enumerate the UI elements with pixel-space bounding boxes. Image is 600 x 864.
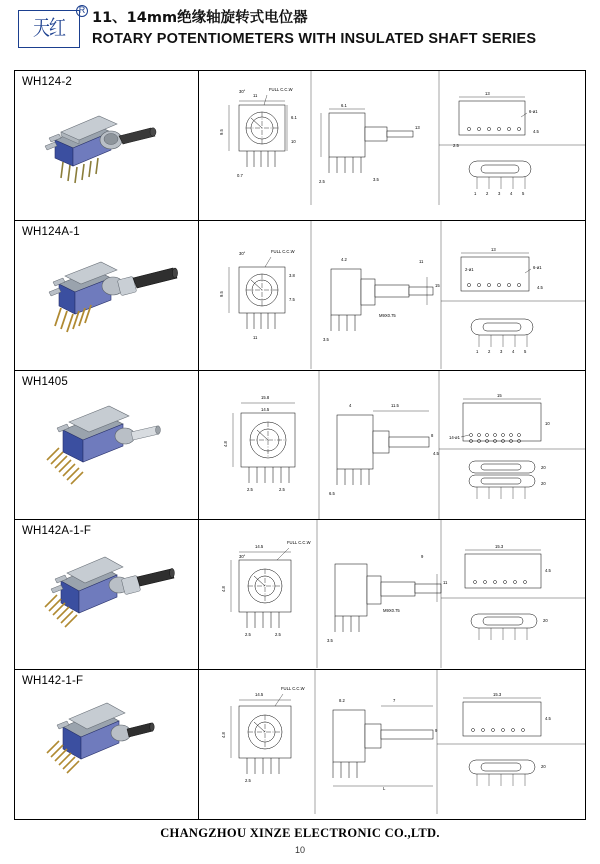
- svg-text:30°: 30°: [239, 250, 246, 256]
- svg-text:4.2: 4.2: [341, 256, 347, 262]
- svg-text:7: 7: [393, 698, 396, 704]
- svg-text:30°: 30°: [239, 554, 246, 560]
- svg-text:5: 5: [522, 191, 525, 196]
- svg-text:15.3: 15.3: [493, 692, 502, 698]
- svg-text:30°: 30°: [239, 89, 246, 94]
- table-row: [15, 221, 585, 371]
- svg-text:9: 9: [435, 728, 438, 734]
- svg-text:6.5: 6.5: [329, 490, 335, 496]
- dimension-drawing-cell: [199, 520, 585, 669]
- registered-trademark-icon: R: [76, 5, 88, 17]
- svg-text:8: 8: [431, 432, 434, 438]
- svg-text:L: L: [383, 786, 386, 792]
- svg-text:4: 4: [512, 348, 515, 354]
- svg-text:15.8: 15.8: [261, 394, 270, 400]
- svg-text:3.5: 3.5: [327, 638, 333, 644]
- product-photo-cell: [15, 520, 199, 669]
- svg-text:13: 13: [491, 246, 496, 252]
- page-footer: [0, 826, 600, 855]
- technical-drawing: [199, 371, 585, 519]
- svg-text:15: 15: [435, 282, 440, 288]
- technical-drawing: [199, 670, 585, 814]
- svg-text:11: 11: [443, 580, 448, 586]
- svg-text:9.5: 9.5: [219, 129, 224, 135]
- svg-text:14.5: 14.5: [255, 544, 264, 550]
- table-row: [15, 520, 585, 670]
- svg-text:2: 2: [488, 348, 491, 354]
- svg-text:2.5: 2.5: [279, 486, 285, 492]
- svg-text:4.5: 4.5: [545, 716, 551, 722]
- svg-text:9: 9: [421, 554, 424, 560]
- dimension-drawing-cell: [199, 371, 585, 520]
- product-photo-cell: [15, 670, 199, 819]
- photo-area: [15, 238, 198, 370]
- technical-drawing: [199, 520, 585, 668]
- svg-text:3: 3: [498, 191, 501, 196]
- svg-text:11: 11: [253, 93, 258, 98]
- photo-area: [15, 687, 198, 819]
- svg-text:FULL C.C.W: FULL C.C.W: [287, 540, 311, 546]
- logo-text: 天红: [33, 15, 65, 41]
- svg-text:11: 11: [419, 258, 424, 264]
- technical-drawing: [199, 221, 585, 369]
- svg-text:20: 20: [541, 764, 546, 770]
- photo-area: [15, 537, 198, 669]
- table-row: [15, 371, 585, 521]
- svg-text:M9X0.75: M9X0.75: [379, 312, 396, 318]
- technical-drawing: [199, 71, 585, 205]
- svg-text:14-ø1: 14-ø1: [449, 434, 460, 440]
- svg-text:15: 15: [497, 392, 502, 398]
- svg-text:2.5: 2.5: [245, 632, 251, 638]
- product-photo-cell: [15, 71, 199, 220]
- dimension-drawing-cell: [199, 221, 585, 370]
- svg-text:2.5: 2.5: [245, 778, 251, 784]
- company-logo: [18, 5, 86, 48]
- svg-text:6-ø1: 6-ø1: [529, 109, 538, 114]
- svg-text:3.5: 3.5: [373, 177, 379, 182]
- svg-text:1: 1: [474, 191, 477, 196]
- svg-text:14.5: 14.5: [255, 692, 264, 698]
- svg-text:6-ø1: 6-ø1: [533, 264, 542, 270]
- table-row: [15, 71, 585, 221]
- dimension-drawing-cell: [199, 71, 585, 220]
- svg-text:3.5: 3.5: [323, 336, 329, 342]
- svg-text:20: 20: [541, 464, 546, 470]
- product-photo-cell: [15, 371, 199, 520]
- page-title-en: ROTARY POTENTIOMETERS WITH INSULATED SHAFT SERIES: [92, 31, 537, 47]
- header-titles: [92, 6, 536, 49]
- potentiometer-photo: [15, 238, 199, 363]
- svg-text:2.5: 2.5: [453, 143, 459, 148]
- svg-text:8.2: 8.2: [339, 698, 345, 704]
- svg-text:4: 4: [510, 191, 513, 196]
- svg-text:4.8: 4.8: [223, 440, 228, 447]
- svg-text:4.5: 4.5: [537, 284, 543, 290]
- svg-text:20: 20: [543, 618, 548, 624]
- svg-text:9.5: 9.5: [219, 290, 224, 297]
- model-name: WH124-2: [22, 76, 72, 88]
- model-name: WH142A-1-F: [22, 525, 92, 538]
- svg-text:2.5: 2.5: [319, 179, 325, 184]
- photo-area: [15, 88, 198, 220]
- svg-text:0.7: 0.7: [237, 173, 243, 178]
- svg-text:4: 4: [349, 402, 352, 408]
- product-table: [14, 70, 586, 820]
- svg-text:5: 5: [524, 348, 527, 354]
- svg-text:2-ø1: 2-ø1: [465, 266, 474, 272]
- page-header: [0, 0, 600, 64]
- svg-text:11: 11: [253, 334, 258, 340]
- dimension-drawing-cell: [199, 670, 585, 819]
- svg-text:2.5: 2.5: [247, 486, 253, 492]
- potentiometer-photo: [15, 537, 199, 662]
- model-name: WH1405: [22, 375, 68, 388]
- svg-text:FULL C.C.W: FULL C.C.W: [269, 87, 293, 92]
- svg-text:2.5: 2.5: [275, 632, 281, 638]
- page-number: 10: [294, 845, 305, 855]
- svg-text:M9X0.75: M9X0.75: [383, 608, 400, 614]
- svg-text:2: 2: [486, 191, 489, 196]
- potentiometer-photo: [15, 388, 199, 513]
- svg-text:FULL C.C.W: FULL C.C.W: [271, 248, 295, 254]
- model-name: WH124A-1: [22, 225, 80, 238]
- svg-text:13: 13: [485, 91, 490, 96]
- svg-text:15.3: 15.3: [495, 544, 504, 550]
- product-photo-cell: [15, 221, 199, 370]
- svg-text:20: 20: [541, 480, 546, 486]
- svg-text:FULL C.C.W: FULL C.C.W: [281, 686, 305, 692]
- photo-area: [15, 388, 198, 520]
- page-title-cn: 11、14mm绝缘轴旋转式电位器: [92, 10, 308, 26]
- svg-text:11.5: 11.5: [391, 402, 399, 408]
- svg-text:3: 3: [500, 348, 503, 354]
- svg-text:10: 10: [545, 420, 550, 426]
- svg-text:6.1: 6.1: [341, 103, 347, 108]
- svg-text:4.8: 4.8: [221, 586, 226, 593]
- svg-text:7.5: 7.5: [289, 296, 295, 302]
- potentiometer-photo: [15, 88, 199, 198]
- svg-text:4.8: 4.8: [221, 732, 226, 739]
- svg-text:13: 13: [415, 125, 420, 130]
- svg-text:4.5: 4.5: [433, 450, 439, 456]
- svg-text:6.1: 6.1: [291, 115, 297, 120]
- company-name: CHANGZHOU XINZE ELECTRONIC CO.,LTD.: [160, 826, 440, 840]
- table-row: [15, 670, 585, 819]
- model-name: WH142-1-F: [22, 675, 84, 688]
- potentiometer-photo: [15, 687, 199, 807]
- svg-text:10: 10: [291, 139, 296, 144]
- svg-text:3.8: 3.8: [289, 272, 295, 278]
- svg-text:1: 1: [476, 348, 479, 354]
- svg-text:14.5: 14.5: [261, 406, 270, 412]
- svg-text:4.5: 4.5: [545, 568, 551, 574]
- svg-text:4.5: 4.5: [533, 129, 539, 134]
